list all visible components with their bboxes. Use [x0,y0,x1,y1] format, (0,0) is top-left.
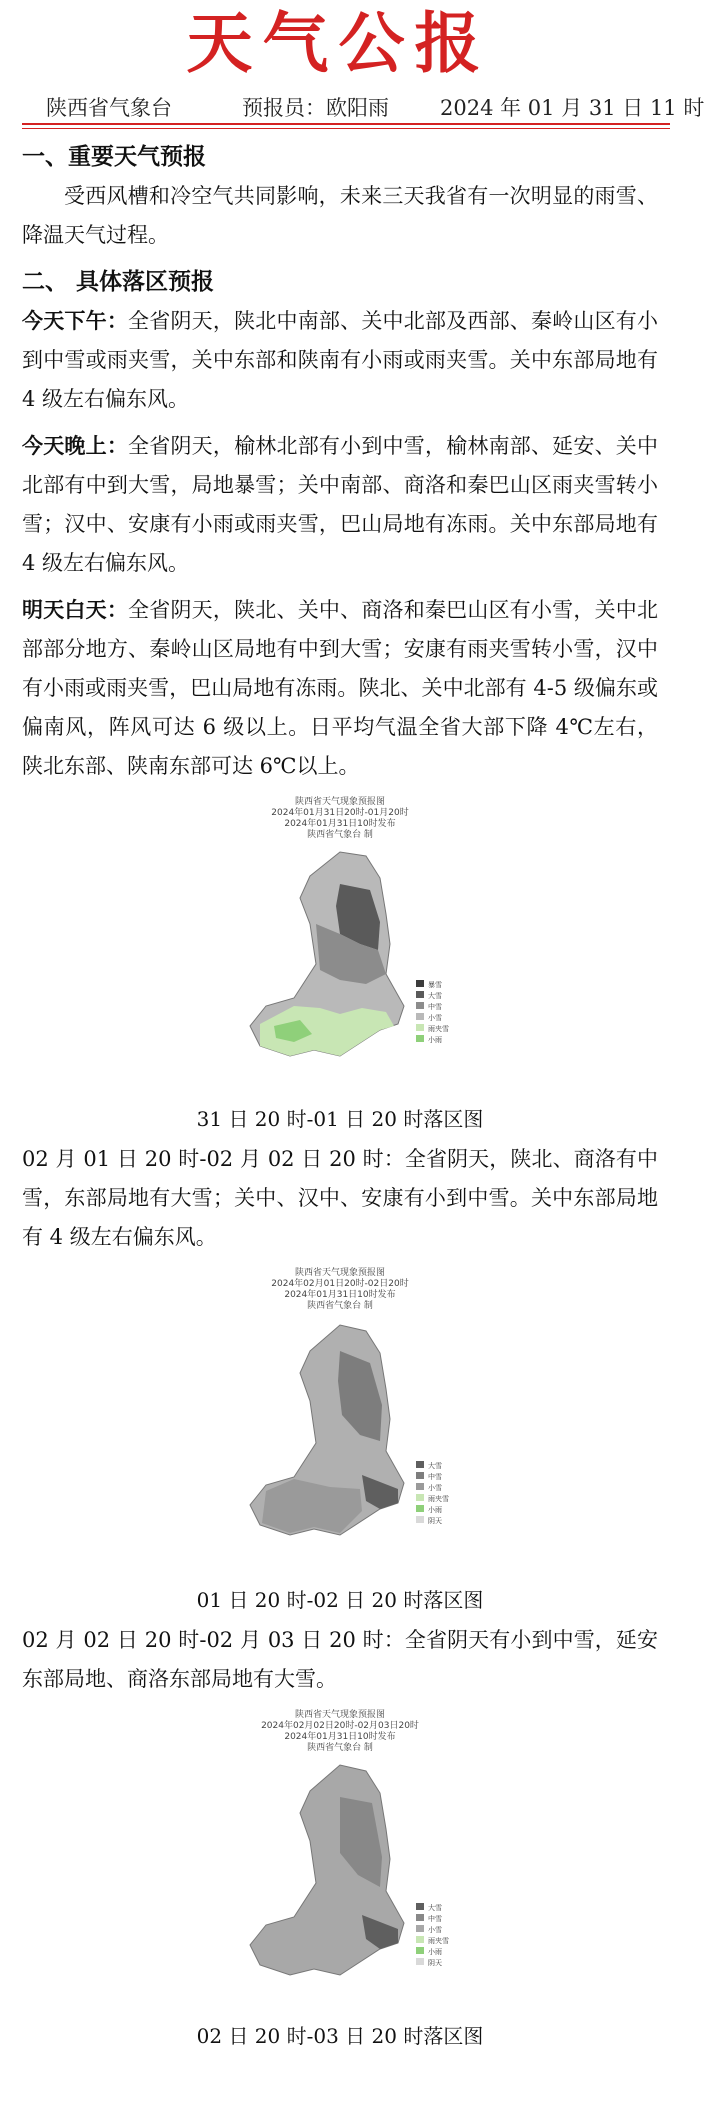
legend-label: 小雪 [428,1926,442,1934]
forecast-map-1 [190,794,490,1102]
legend-label: 小雨 [428,1948,442,1956]
forecast-lead: 今天下午： [22,309,129,333]
legend-label: 大雪 [428,1904,442,1912]
legend-label: 阴天 [428,1959,442,1967]
forecast-text: 全省阴天，陕北中南部、关中北部及西部、秦岭山区有小到中雪或雨夹雪，关中东部和陕南有小雨或雨夹雪。关中东部局地有 4 级左右偏东风。 [22,309,659,411]
map-caption-2: 01 日 20 时-02 日 20 时落区图 [196,1588,484,1612]
forecast-tomorrow [22,591,658,786]
section1-heading: 一、重要天气预报 [22,144,206,170]
map-issued: 2024年01月31日10时发布 [284,1290,396,1300]
header-rule-thick [22,123,670,125]
legend-label: 雨夹雪 [428,1495,449,1503]
map-title: 陕西省天气现象预报图 [294,1710,386,1720]
map-figure-3 [22,1707,658,2051]
legend-label: 中雪 [428,1003,442,1011]
map-title: 陕西省天气现象预报图 [294,1268,386,1278]
legend-label: 小雪 [428,1014,442,1022]
map-issued: 2024年01月31日10时发布 [284,1732,396,1742]
legend-label: 雨夹雪 [428,1025,449,1033]
legend-label: 小雨 [428,1036,442,1044]
forecast-text: 全省阴天，榆林北部有小到中雪，榆林南部、延安、关中北部有中到大雪，局地暴雪；关中南部、商洛和秦巴山区雨夹雪转小雪；汉中、安康有小雨或雨夹雪，巴山局地有冻雨。关中东部局地有 4 级左右偏东风。 [22,434,659,575]
forecast-feb01: 02 月 01 日 20 时-02 月 02 日 20 时：全省阴天，陕北、商洛有中雪，东部局地有大雪；关中、汉中、安康有小到中雪。关中东部局地有 4 级左右偏东风。 [22,1147,658,1249]
section2-heading: 二、 具体落区预报 [22,269,215,295]
map-legend [416,980,449,1044]
map-period: 2024年02月01日20时-02日20时 [271,1279,409,1289]
map-caption-1: 31 日 20 时-01 日 20 时落区图 [196,1107,484,1131]
map-issued: 2024年01月31日10时发布 [284,819,396,829]
map-issuer: 陕西省气象台 制 [307,1301,373,1311]
forecast-tonight [22,427,658,583]
map-figure-2 [22,1265,658,1615]
legend-label: 大雪 [428,1462,442,1470]
legend-label: 小雨 [428,1506,442,1514]
issuer: 陕西省气象台 [46,96,172,120]
map-legend [416,1461,449,1525]
forecaster: 预报员：欧阳雨 [242,96,389,120]
header-rule-thin [22,128,670,129]
issue-datetime: 2024 年 01 月 31 日 11 时 [440,96,704,120]
map-caption-3: 02 日 20 时-03 日 20 时落区图 [196,2024,484,2048]
legend-label: 阴天 [428,1517,442,1525]
legend-label: 雨夹雪 [428,1937,449,1945]
legend-label: 大雪 [428,992,442,1000]
map-issuer: 陕西省气象台 制 [307,830,373,840]
legend-label: 暴雪 [428,981,442,989]
forecast-afternoon [22,302,658,419]
forecast-map-2 [190,1265,490,1583]
forecast-text: 全省阴天，陕北、关中、商洛和秦巴山区有小雪，关中北部部分地方、秦岭山区局地有中到大雪；安康有雨夹雪转小雪，汉中有小雨或雨夹雪，巴山局地有冻雨。陕北、关中北部有 4-5 级偏东或偏南风，阵风可达 6 级以上。日平均气温全省大部下降 4℃左右，陕北东部、陕南东部可达 6℃以上。 [22,598,659,778]
bulletin-body [22,138,658,2057]
legend-label: 中雪 [428,1473,442,1481]
forecast-lead: 明天白天： [22,598,129,622]
map-title: 陕西省天气现象预报图 [294,797,386,807]
map-period: 2024年01月31日20时-01月20时 [271,808,409,818]
section1-text: 受西风槽和冷空气共同影响，未来三天我省有一次明显的雨雪、降温天气过程。 [22,184,658,247]
map-period: 2024年02月02日20时-02月03日20时 [261,1721,419,1731]
forecast-map-3 [190,1707,490,2019]
map-legend [416,1903,449,1967]
map-figure-1 [22,794,658,1134]
map-issuer: 陕西省气象台 制 [307,1743,373,1753]
forecast-feb02: 02 月 02 日 20 时-02 月 03 日 20 时：全省阴天有小到中雪，延安东部局地、商洛东部局地有大雪。 [22,1628,658,1691]
legend-label: 小雪 [428,1484,442,1492]
forecast-lead: 今天晚上： [22,434,129,458]
bulletin-title: 天气公报 [186,5,491,82]
legend-label: 中雪 [428,1915,442,1923]
